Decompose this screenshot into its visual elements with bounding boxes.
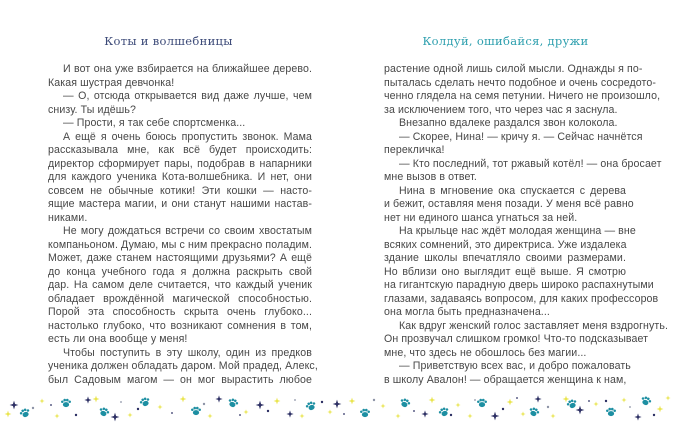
dot-icon: [629, 406, 631, 408]
star-icon: [429, 397, 436, 404]
text-line: Нина в мгновение ока спускается с дерева: [399, 184, 626, 197]
sparkle-icon: [84, 396, 91, 403]
star-icon: [5, 411, 12, 418]
sparkle-icon: [534, 395, 541, 402]
left-page-header: Коты и волшебницы: [104, 34, 233, 48]
sparkle-icon: [421, 410, 428, 417]
text-line: был Садовым магом — он мог вырастить любое: [48, 373, 312, 386]
text-line: Не могу дождаться встречи со своим хвостатым: [63, 225, 312, 237]
paw-icon: [528, 406, 540, 417]
dot-icon: [653, 414, 655, 416]
left-page-text: [48, 63, 318, 387]
text-line: за исключением того, что через час я заснула.: [384, 103, 618, 116]
dot-icon: [605, 400, 607, 402]
sparkle-icon: [576, 406, 585, 415]
text-line: — Приветствую всех вас, и добро пожаловать: [399, 360, 631, 372]
text-line: пыталась сделать нечто подобное и очень сосредото-: [384, 76, 656, 89]
text-line: Какая шустрая девчонка!: [48, 76, 175, 89]
star-icon: [157, 404, 162, 409]
paw-icon: [61, 399, 71, 407]
star-icon: [274, 398, 281, 405]
paw-and-stars-border: [0, 392, 674, 424]
text-line: дар. На самом деле считается, что каждый ученик: [48, 279, 312, 291]
star-icon: [180, 396, 187, 403]
text-line: компаньоном. Думаю, мы с ним прекрасно поладим.: [48, 238, 312, 251]
dot-icon: [294, 399, 296, 401]
dot-icon: [516, 397, 518, 399]
text-line: обладает врождённой магической способностью.: [48, 292, 312, 305]
text-line: Как вдруг женский голос заставляет меня вздрогнуть.: [399, 319, 669, 332]
text-line: ученика должен обладать даром. Мой прадед, Алекс,: [48, 360, 318, 372]
star-icon: [380, 403, 385, 408]
star-icon: [93, 396, 100, 403]
text-line: есть ли она вообще у меня!: [48, 333, 188, 345]
text-line: настолько глубоко, что возникают сомнения в том,: [48, 319, 312, 332]
text-line: Внезапно вдалеке раздался звон колокола.: [399, 117, 618, 129]
text-line: рассказывала мне, как всё будет происходить:: [48, 144, 312, 156]
star-icon: [520, 411, 525, 416]
text-line: для каждого ученика Кота-волшебника. И нет, они: [48, 171, 312, 183]
text-line: — Прости, я так себе спортсменка...: [63, 117, 246, 129]
text-line: И вот она уже взбирается на ближайшее дерево.: [63, 63, 312, 75]
dot-icon: [502, 408, 504, 410]
text-line: Чтобы поступить в эту школу, один из предков: [63, 346, 312, 359]
dot-icon: [171, 412, 173, 414]
text-line: всяких сомнений, это директриса. Уже издалека: [384, 238, 627, 251]
text-line: перекличка!: [384, 144, 445, 156]
text-line: нет ни единого шанса угнаться за ней.: [384, 211, 578, 224]
dot-icon: [373, 399, 375, 401]
star-icon: [665, 395, 670, 400]
paw-icon: [139, 396, 151, 407]
text-line: Он прозвучал слишком громко! Что-то подсказывает: [384, 333, 649, 345]
text-line: — О, отсюда открывается вид даже лучше, чем: [63, 90, 312, 102]
text-line: глазами, задаваясь вопросом, для каких профессоров: [384, 292, 659, 305]
star-icon: [593, 401, 598, 406]
text-line: растение одной лишь силой мысли. Однажды я по-: [384, 63, 643, 75]
star-icon: [467, 413, 472, 418]
star-icon: [455, 402, 460, 407]
sparkle-icon: [215, 395, 222, 402]
text-line: Но вблизи оно выглядит ещё выше. Я смотрю: [384, 265, 626, 278]
star-icon: [395, 413, 400, 418]
text-line: здание школы впечатляло своими размерами.: [384, 252, 626, 264]
star-icon: [207, 413, 212, 418]
star-icon: [54, 413, 59, 418]
text-line: никами.: [48, 211, 88, 224]
right-page-header: Колдуй, ошибайся, дружи: [422, 34, 589, 48]
paw-icon: [606, 408, 616, 416]
text-line: — Кто последний, тот ржавый котёл! — она бросает: [399, 157, 662, 170]
dot-icon: [120, 401, 122, 403]
text-line: в школу Авалон! — обращается женщина к нам,: [384, 373, 627, 386]
dot-icon: [321, 401, 323, 403]
sparkle-icon: [286, 410, 293, 417]
star-icon: [550, 413, 555, 418]
paw-icon: [438, 406, 450, 417]
text-line: ченно глядела на семя петунии. Ничего не произошло,: [384, 90, 661, 102]
text-line: на гигантскую парадную дверь широко распахнутыми: [384, 279, 654, 291]
dot-icon: [450, 414, 452, 416]
dot-icon: [413, 410, 415, 412]
paw-icon: [360, 409, 370, 417]
star-icon: [127, 412, 132, 417]
text-line: совсем не обычные котики! Эти кошки — насто-: [48, 184, 312, 197]
star-icon: [243, 409, 248, 414]
star-icon: [327, 409, 332, 414]
text-line: и бежит, оставляя меня позади. У меня всё равно: [384, 198, 634, 210]
text-line: ящие мастера магии, и они станут нашими настав-: [48, 198, 312, 210]
dot-icon: [588, 400, 590, 402]
dot-icon: [547, 406, 549, 408]
sparkle-icon: [491, 412, 500, 421]
star-icon: [349, 398, 356, 405]
page-right: [337, 0, 674, 444]
paw-icon: [98, 406, 110, 417]
text-line: Может, даже станем настоящими друзьями? А ещё: [48, 252, 312, 264]
text-line: снизу. Ты идёшь?: [48, 103, 136, 116]
dot-icon: [239, 414, 241, 416]
dot-icon: [137, 408, 139, 410]
sparkle-icon: [256, 401, 265, 410]
text-line: — Скорее, Нина! — кричу я. — Сейчас начнётся: [399, 130, 643, 143]
paw-icon: [399, 397, 411, 408]
dot-icon: [75, 414, 77, 416]
text-line: Порой эта способность скрыта очень глубоко...: [48, 306, 312, 318]
text-line: А ещё я очень боюсь пропустить звонок. Мама: [63, 130, 312, 143]
dot-icon: [267, 410, 269, 412]
sparkle-icon: [634, 413, 641, 420]
star-icon: [299, 413, 304, 418]
sparkle-icon: [10, 401, 19, 410]
dot-icon: [32, 407, 34, 409]
text-line: мне, что здесь не обошлось без магии...: [384, 346, 587, 359]
dot-icon: [203, 403, 205, 405]
paw-icon: [305, 400, 317, 411]
star-icon: [39, 398, 44, 403]
text-line: она могла быть предназначена...: [384, 306, 550, 318]
paw-icon: [227, 397, 239, 408]
star-icon: [563, 396, 570, 403]
paw-icon: [191, 407, 201, 415]
dot-icon: [343, 413, 345, 415]
sparkle-icon: [333, 400, 342, 409]
text-line: На крыльце нас ждёт молодая женщина — вне: [399, 225, 636, 237]
paw-icon: [566, 398, 578, 409]
star-icon: [507, 399, 514, 406]
sparkle-icon: [111, 413, 120, 422]
paw-icon: [19, 407, 31, 418]
text-line: директор сформирует пары, подобрав в напарники: [48, 157, 312, 170]
dot-icon: [50, 404, 52, 406]
text-line: мне вызов в ответ.: [384, 171, 477, 183]
text-line: до конца учебного года я должна раскрыть свой: [48, 265, 312, 278]
right-page-text: [384, 63, 669, 387]
star-icon: [621, 397, 626, 402]
star-icon: [657, 406, 664, 413]
dot-icon: [474, 399, 476, 401]
paw-icon: [640, 395, 652, 406]
paw-icon: [477, 399, 487, 407]
